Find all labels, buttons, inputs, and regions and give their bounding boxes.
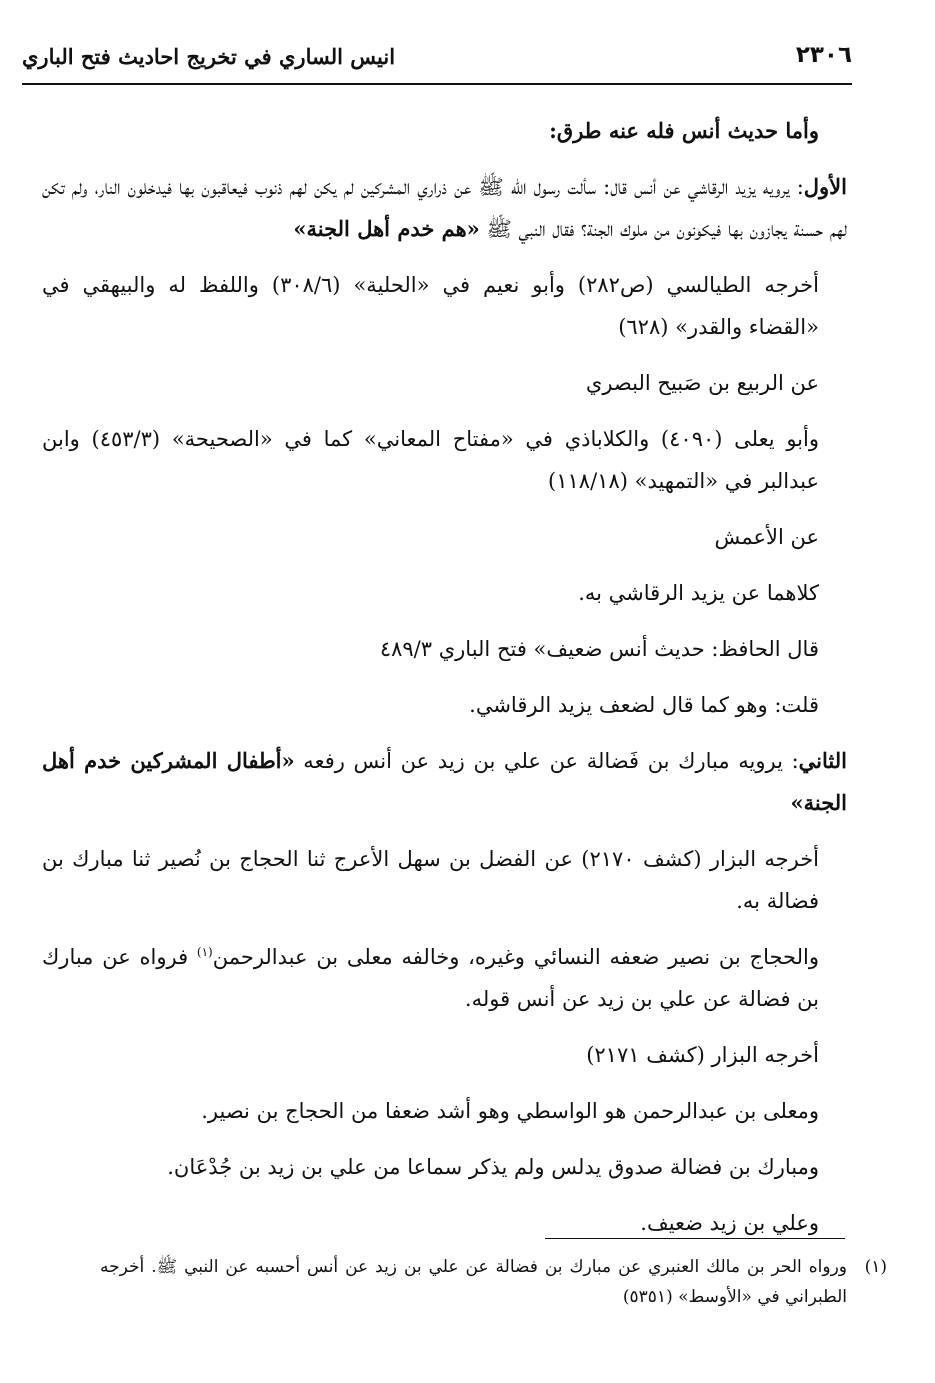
- second-label: الثاني: [798, 748, 847, 773]
- paragraph-bazzar-2: أخرجه البزار (كشف ٢١٧١): [586, 1043, 819, 1067]
- second-quote: «أطفال المشركين خدم أهل الجنة»: [42, 748, 847, 815]
- paragraph-both: كلاهما عن يزيد الرقاشي به.: [578, 581, 819, 605]
- main-text: [42, 110, 847, 1258]
- paragraph-comment: قلت: وهو كما قال لضعف يزيد الرقاشي.: [469, 693, 819, 717]
- paragraph-bazzar-1: أخرجه البزار (كشف ٢١٧٠) عن الفضل بن سهل الأعرج ثنا الحجاج بن نُصير ثنا مبارك بن فضالة به.: [42, 847, 820, 913]
- paragraph-hafiz: قال الحافظ: حديث أنس ضعيف» فتح الباري ٤٨٩/٣: [379, 637, 819, 661]
- footnote-text: ورواه الحر بن مالك العنبري عن مبارك بن فضالة عن علي بن زيد عن أنس أحسبه عن النبي ﷺ. أخرجه الطبراني في «الأوسط» (٥٣٥١): [100, 1257, 847, 1307]
- footnote-marker[interactable]: (١): [196, 945, 213, 959]
- paragraph-hajjaj: [42, 936, 847, 1020]
- hajjaj-text-a: والحجاج بن نصير ضعفه النسائي وغيره، وخالفه معلى بن عبدالرحمن: [212, 945, 819, 969]
- first-label: الأول: [803, 174, 847, 199]
- paragraph-first-route: [42, 166, 847, 250]
- page-header: [22, 40, 852, 80]
- footnote: [100, 1252, 887, 1312]
- second-text: : يرويه مبارك بن فَضالة عن علي بن زيد عن أنس رفعه: [294, 749, 799, 773]
- paragraph-ali: وعلي بن زيد ضعيف.: [640, 1211, 819, 1235]
- paragraph-mualla: ومعلى بن عبدالرحمن هو الواسطي وهو أشد ضعفا من الحجاج بن نصير.: [201, 1099, 819, 1123]
- paragraph-takhrij-2: وأبو يعلى (٤٠٩٠) والكلاباذي في «مفتاح المعاني» كما في «الصحيحة» (٤٥٣/٣) وابن عبدالبر في «التمهيد» (١١٨/١٨): [42, 427, 819, 493]
- footnote-divider: [545, 1238, 845, 1239]
- section-intro: وأما حديث أنس فله عنه طرق:: [549, 118, 819, 143]
- hajjaj-text-b: فرواه عن مبارك بن فضالة عن علي بن زيد عن أنس قوله.: [42, 945, 819, 1011]
- paragraph-narrator-1: عن الربيع بن صَبيح البصري: [585, 371, 819, 395]
- paragraph-narrator-2: عن الأعمش: [714, 525, 819, 549]
- first-quote: «هم خدم أهل الجنة»: [293, 216, 480, 241]
- footnote-number: (١): [864, 1257, 887, 1277]
- paragraph-mubarak: ومبارك بن فضالة صدوق يدلس ولم يذكر سماعا من علي بن زيد بن جُدْعَان.: [167, 1155, 819, 1179]
- paragraph-takhrij-1: أخرجه الطيالسي (ص٢٨٢) وأبو نعيم في «الحلية» (٣٠٨/٦) واللفظ له والبيهقي في «القضاء والقدر» (٦٢٨): [42, 273, 819, 339]
- first-text: : يرويه يزيد الرقاشي عن أنس قال: سألت رسول الله ﷺ عن ذراري المشركين لم يكن لهم ذنوب فيعاقبون بها فيدخلون النار، ولم تكن لهم حسنة يجازون بها فيكونون من ملوك الجنة؟ فقال النبي ﷺ: [42, 175, 847, 241]
- page-number: ٢٣٠٦: [795, 42, 852, 68]
- paragraph-second-route: [42, 740, 847, 824]
- running-title: انيس الساري في تخريج احاديث فتح الباري: [22, 44, 396, 69]
- header-divider: [22, 83, 852, 85]
